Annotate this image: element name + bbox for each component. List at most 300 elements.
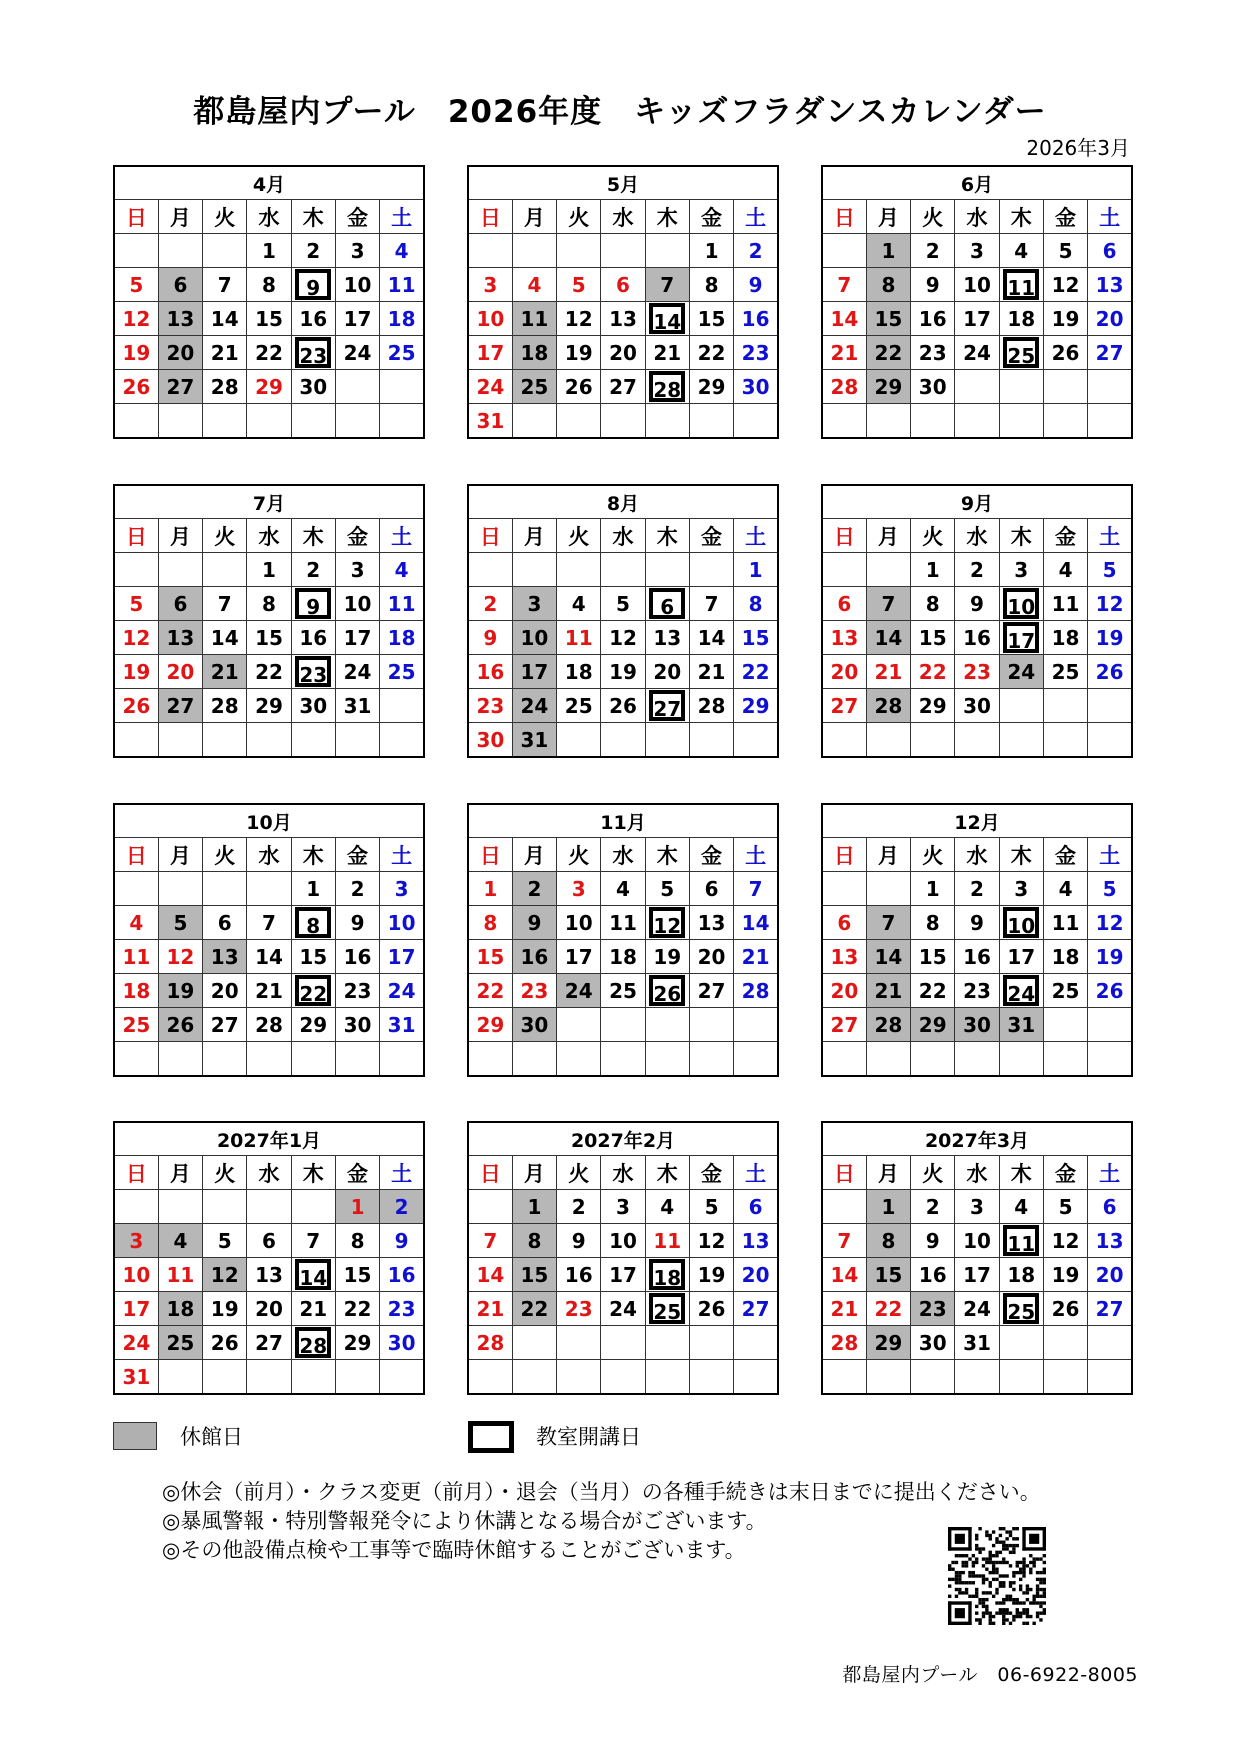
day-cell: 8 — [247, 268, 291, 302]
empty-cell — [557, 404, 601, 439]
empty-cell — [512, 404, 556, 439]
day-cell: 8 — [911, 587, 955, 621]
empty-cell — [822, 404, 866, 439]
empty-cell — [557, 1326, 601, 1360]
empty-cell — [645, 1042, 689, 1077]
empty-cell — [380, 370, 424, 404]
day-cell: 10 — [335, 587, 379, 621]
weekday-header: 水 — [601, 519, 645, 553]
week-row — [468, 1190, 778, 1224]
day-cell-closed: 12 — [203, 1258, 247, 1292]
weekday-header: 水 — [955, 519, 999, 553]
day-cell: 28 — [734, 974, 778, 1008]
day-cell: 18 — [557, 655, 601, 689]
day-cell: 29 — [247, 689, 291, 723]
day-cell: 26 — [1043, 1292, 1087, 1326]
empty-cell — [822, 1190, 866, 1224]
empty-cell — [1088, 1042, 1132, 1077]
day-cell: 16 — [911, 1258, 955, 1292]
week-row — [114, 1360, 424, 1395]
empty-cell — [380, 689, 424, 723]
empty-cell — [866, 872, 910, 906]
day-cell: 22 — [734, 655, 778, 689]
empty-cell — [1088, 1326, 1132, 1360]
weekday-header: 金 — [689, 519, 733, 553]
day-cell: 26 — [1088, 974, 1132, 1008]
empty-cell — [1043, 723, 1087, 758]
empty-cell — [557, 1008, 601, 1042]
day-cell: 9 — [380, 1224, 424, 1258]
month-calendar — [821, 1121, 1133, 1395]
weekday-header: 金 — [335, 838, 379, 872]
empty-cell — [158, 404, 202, 439]
day-cell: 28 — [822, 1326, 866, 1360]
weekday-header: 土 — [380, 1156, 424, 1190]
day-cell: 12 — [1043, 1224, 1087, 1258]
weekday-header: 日 — [822, 838, 866, 872]
week-row — [822, 234, 1132, 268]
day-cell-closed: 3 — [512, 587, 556, 621]
empty-cell — [291, 1360, 335, 1395]
week-row — [822, 370, 1132, 404]
week-row — [468, 974, 778, 1008]
day-cell: 23 — [955, 655, 999, 689]
week-row — [822, 302, 1132, 336]
day-cell: 6 — [822, 906, 866, 940]
weekday-header: 水 — [601, 1156, 645, 1190]
empty-cell — [689, 553, 733, 587]
empty-cell — [734, 1326, 778, 1360]
week-row — [468, 1224, 778, 1258]
empty-cell — [512, 553, 556, 587]
day-cell: 7 — [203, 268, 247, 302]
week-row — [114, 621, 424, 655]
day-cell-closed: 25 — [158, 1326, 202, 1360]
day-cell: 5 — [645, 872, 689, 906]
day-cell: 10 — [601, 1224, 645, 1258]
empty-cell — [1088, 404, 1132, 439]
day-cell: 31 — [380, 1008, 424, 1042]
month-title: 2027年3月 — [822, 1122, 1132, 1156]
day-cell: 20 — [822, 655, 866, 689]
week-row — [114, 1292, 424, 1326]
day-cell: 6 — [734, 1190, 778, 1224]
day-cell: 14 — [822, 302, 866, 336]
day-cell-closed: 29 — [911, 1008, 955, 1042]
day-cell: 28 — [203, 370, 247, 404]
day-cell-closed: 1 — [512, 1190, 556, 1224]
day-cell: 11 — [114, 940, 158, 974]
day-cell: 3 — [557, 872, 601, 906]
day-cell: 11 — [1043, 906, 1087, 940]
week-row — [468, 1258, 778, 1292]
day-cell: 3 — [955, 234, 999, 268]
week-row — [822, 268, 1132, 302]
day-cell: 4 — [1043, 553, 1087, 587]
weekday-header: 木 — [291, 519, 335, 553]
day-cell-closed: 13 — [203, 940, 247, 974]
empty-cell — [1088, 1008, 1132, 1042]
day-cell: 11 — [380, 587, 424, 621]
month-calendar — [821, 165, 1133, 439]
week-row — [114, 974, 424, 1008]
weekday-header: 金 — [689, 838, 733, 872]
day-cell: 11 — [601, 906, 645, 940]
empty-cell — [468, 553, 512, 587]
empty-cell — [999, 689, 1043, 723]
day-cell-closed: 3 — [114, 1224, 158, 1258]
day-cell: 22 — [335, 1292, 379, 1326]
week-row — [468, 553, 778, 587]
weekday-header: 日 — [114, 200, 158, 234]
day-cell-closed: 7 — [866, 906, 910, 940]
day-cell: 10 — [955, 1224, 999, 1258]
day-cell-closed: 26 — [158, 1008, 202, 1042]
day-cell: 21 — [822, 1292, 866, 1326]
weekday-header: 火 — [557, 519, 601, 553]
day-cell-class: 28 — [291, 1326, 335, 1360]
empty-cell — [512, 1326, 556, 1360]
day-cell-closed: 24 — [999, 655, 1043, 689]
day-cell: 19 — [689, 1258, 733, 1292]
day-cell: 12 — [158, 940, 202, 974]
day-cell: 24 — [468, 370, 512, 404]
weekday-header: 火 — [557, 838, 601, 872]
day-cell: 2 — [911, 234, 955, 268]
empty-cell — [1043, 1326, 1087, 1360]
day-cell-closed: 7 — [645, 268, 689, 302]
empty-cell — [335, 404, 379, 439]
day-cell: 5 — [1043, 234, 1087, 268]
empty-cell — [601, 1042, 645, 1077]
week-row — [114, 1224, 424, 1258]
day-cell: 25 — [1043, 974, 1087, 1008]
day-cell: 14 — [247, 940, 291, 974]
empty-cell — [601, 234, 645, 268]
day-cell: 16 — [955, 621, 999, 655]
weekday-header: 火 — [203, 1156, 247, 1190]
day-cell: 21 — [203, 336, 247, 370]
empty-cell — [557, 553, 601, 587]
empty-cell — [822, 553, 866, 587]
day-cell-closed: 10 — [512, 621, 556, 655]
day-cell: 1 — [247, 234, 291, 268]
day-cell: 11 — [645, 1224, 689, 1258]
empty-cell — [247, 404, 291, 439]
day-cell: 1 — [468, 872, 512, 906]
note-line: ◎休会（前月）・クラス変更（前月）・退会（当月）の各種手続きは末日までに提出ください。 — [162, 1480, 1041, 1504]
weekday-header: 水 — [247, 1156, 291, 1190]
day-cell: 30 — [911, 1326, 955, 1360]
week-row — [114, 336, 424, 370]
day-cell: 13 — [1088, 1224, 1132, 1258]
day-cell-closed: 8 — [866, 268, 910, 302]
week-row — [468, 302, 778, 336]
day-cell-closed: 21 — [866, 974, 910, 1008]
day-cell-closed: 31 — [999, 1008, 1043, 1042]
day-cell: 25 — [114, 1008, 158, 1042]
empty-cell — [114, 234, 158, 268]
day-cell: 20 — [601, 336, 645, 370]
weekday-header: 火 — [203, 519, 247, 553]
day-cell-closed: 29 — [866, 1326, 910, 1360]
week-row — [822, 1042, 1132, 1077]
empty-cell — [247, 1190, 291, 1224]
week-row — [822, 1224, 1132, 1258]
day-cell-closed: 6 — [158, 268, 202, 302]
day-cell: 18 — [380, 302, 424, 336]
day-cell: 10 — [114, 1258, 158, 1292]
empty-cell — [999, 1042, 1043, 1077]
day-cell-class: 24 — [999, 974, 1043, 1008]
day-cell: 21 — [822, 336, 866, 370]
empty-cell — [601, 404, 645, 439]
empty-cell — [645, 1360, 689, 1395]
weekday-header: 木 — [645, 519, 689, 553]
empty-cell — [203, 1360, 247, 1395]
day-cell: 30 — [468, 723, 512, 758]
empty-cell — [645, 234, 689, 268]
weekday-header: 月 — [158, 1156, 202, 1190]
day-cell: 12 — [601, 621, 645, 655]
empty-cell — [1043, 689, 1087, 723]
weekday-header: 月 — [512, 200, 556, 234]
day-cell: 6 — [247, 1224, 291, 1258]
day-cell-closed: 23 — [911, 1292, 955, 1326]
day-cell: 10 — [335, 268, 379, 302]
day-cell: 28 — [247, 1008, 291, 1042]
day-cell: 21 — [645, 336, 689, 370]
day-cell: 29 — [335, 1326, 379, 1360]
day-cell: 17 — [468, 336, 512, 370]
weekday-header: 木 — [291, 838, 335, 872]
day-cell: 8 — [335, 1224, 379, 1258]
day-cell: 19 — [203, 1292, 247, 1326]
weekday-header: 水 — [247, 200, 291, 234]
day-cell: 15 — [247, 302, 291, 336]
day-cell: 9 — [734, 268, 778, 302]
day-cell-class: 9 — [291, 587, 335, 621]
day-cell: 23 — [734, 336, 778, 370]
weekday-header: 月 — [866, 1156, 910, 1190]
day-cell: 1 — [911, 872, 955, 906]
day-cell: 16 — [911, 302, 955, 336]
day-cell: 17 — [601, 1258, 645, 1292]
day-cell-class: 23 — [291, 655, 335, 689]
closed-day-label: 休館日 — [180, 1425, 243, 1449]
day-cell: 2 — [291, 553, 335, 587]
day-cell: 15 — [734, 621, 778, 655]
day-cell: 23 — [557, 1292, 601, 1326]
day-cell: 5 — [601, 587, 645, 621]
day-cell: 18 — [380, 621, 424, 655]
day-cell: 7 — [734, 872, 778, 906]
day-cell: 5 — [203, 1224, 247, 1258]
day-cell: 19 — [1088, 621, 1132, 655]
weekday-header: 火 — [911, 838, 955, 872]
day-cell: 27 — [1088, 1292, 1132, 1326]
empty-cell — [689, 1326, 733, 1360]
day-cell: 24 — [114, 1326, 158, 1360]
day-cell: 28 — [689, 689, 733, 723]
week-row — [114, 1008, 424, 1042]
empty-cell — [601, 1008, 645, 1042]
empty-cell — [911, 1360, 955, 1395]
day-cell: 18 — [114, 974, 158, 1008]
empty-cell — [203, 234, 247, 268]
day-cell-class: 18 — [645, 1258, 689, 1292]
empty-cell — [1088, 689, 1132, 723]
week-row — [468, 1326, 778, 1360]
day-cell: 4 — [512, 268, 556, 302]
day-cell: 19 — [1088, 940, 1132, 974]
day-cell-closed: 1 — [866, 234, 910, 268]
day-cell: 22 — [911, 974, 955, 1008]
day-cell: 11 — [557, 621, 601, 655]
closed-day-swatch — [113, 1422, 157, 1450]
day-cell: 20 — [247, 1292, 291, 1326]
weekday-header: 火 — [557, 200, 601, 234]
week-row — [822, 621, 1132, 655]
empty-cell — [468, 1042, 512, 1077]
day-cell: 13 — [822, 940, 866, 974]
month-calendar — [113, 484, 425, 758]
day-cell-closed: 18 — [158, 1292, 202, 1326]
weekday-header: 月 — [866, 519, 910, 553]
month-title: 2027年1月 — [114, 1122, 424, 1156]
day-cell: 30 — [734, 370, 778, 404]
empty-cell — [335, 370, 379, 404]
empty-cell — [999, 404, 1043, 439]
day-cell: 20 — [158, 655, 202, 689]
day-cell: 23 — [380, 1292, 424, 1326]
day-cell: 3 — [601, 1190, 645, 1224]
day-cell: 17 — [380, 940, 424, 974]
day-cell: 31 — [955, 1326, 999, 1360]
empty-cell — [689, 404, 733, 439]
week-row — [114, 1326, 424, 1360]
day-cell: 5 — [689, 1190, 733, 1224]
day-cell: 9 — [557, 1224, 601, 1258]
empty-cell — [380, 723, 424, 758]
empty-cell — [645, 1008, 689, 1042]
day-cell-closed: 8 — [512, 1224, 556, 1258]
empty-cell — [335, 723, 379, 758]
day-cell: 2 — [557, 1190, 601, 1224]
day-cell-closed: 13 — [158, 302, 202, 336]
day-cell: 30 — [335, 1008, 379, 1042]
empty-cell — [689, 1360, 733, 1395]
empty-cell — [955, 1042, 999, 1077]
week-row — [114, 268, 424, 302]
day-cell: 12 — [1088, 906, 1132, 940]
day-cell: 17 — [335, 302, 379, 336]
empty-cell — [158, 1360, 202, 1395]
weekday-header: 月 — [158, 200, 202, 234]
weekday-header: 金 — [1043, 200, 1087, 234]
day-cell: 2 — [291, 234, 335, 268]
day-cell: 23 — [911, 336, 955, 370]
weekday-header: 土 — [734, 1156, 778, 1190]
week-row — [468, 1292, 778, 1326]
day-cell: 19 — [645, 940, 689, 974]
week-row — [468, 872, 778, 906]
empty-cell — [203, 1042, 247, 1077]
day-cell-class: 11 — [999, 1224, 1043, 1258]
day-cell: 13 — [734, 1224, 778, 1258]
day-cell: 16 — [734, 302, 778, 336]
legend — [0, 1417, 1240, 1457]
day-cell: 12 — [1088, 587, 1132, 621]
week-row — [822, 872, 1132, 906]
day-cell: 13 — [1088, 268, 1132, 302]
empty-cell — [734, 1360, 778, 1395]
day-cell: 3 — [955, 1190, 999, 1224]
empty-cell — [866, 1360, 910, 1395]
weekday-header: 金 — [1043, 1156, 1087, 1190]
weekday-header: 土 — [1088, 838, 1132, 872]
weekday-header: 日 — [822, 1156, 866, 1190]
empty-cell — [645, 404, 689, 439]
weekday-header: 土 — [734, 200, 778, 234]
day-cell-closed: 15 — [512, 1258, 556, 1292]
day-cell-closed: 5 — [158, 906, 202, 940]
day-cell: 23 — [955, 974, 999, 1008]
day-cell: 18 — [601, 940, 645, 974]
empty-cell — [468, 234, 512, 268]
day-cell-class: 25 — [999, 1292, 1043, 1326]
day-cell: 17 — [335, 621, 379, 655]
month-title: 11月 — [468, 804, 778, 838]
empty-cell — [335, 1360, 379, 1395]
empty-cell — [247, 1360, 291, 1395]
day-cell: 27 — [822, 689, 866, 723]
day-cell: 26 — [1043, 336, 1087, 370]
day-cell: 4 — [380, 553, 424, 587]
day-cell: 2 — [955, 872, 999, 906]
empty-cell — [291, 1190, 335, 1224]
weekday-header: 月 — [512, 519, 556, 553]
day-cell: 3 — [999, 553, 1043, 587]
day-cell: 18 — [1043, 940, 1087, 974]
empty-cell — [822, 1042, 866, 1077]
day-cell: 12 — [1043, 268, 1087, 302]
day-cell: 19 — [1043, 1258, 1087, 1292]
week-row — [822, 689, 1132, 723]
day-cell: 19 — [114, 336, 158, 370]
day-cell: 13 — [645, 621, 689, 655]
empty-cell — [557, 1360, 601, 1395]
weekday-header: 木 — [291, 200, 335, 234]
day-cell: 7 — [822, 268, 866, 302]
weekday-header: 月 — [158, 838, 202, 872]
day-cell: 20 — [1088, 302, 1132, 336]
day-cell: 10 — [468, 302, 512, 336]
day-cell: 24 — [955, 1292, 999, 1326]
day-cell: 31 — [468, 404, 512, 439]
day-cell: 6 — [689, 872, 733, 906]
empty-cell — [601, 1326, 645, 1360]
empty-cell — [1043, 404, 1087, 439]
day-cell: 20 — [1088, 1258, 1132, 1292]
day-cell: 26 — [114, 689, 158, 723]
weekday-header: 月 — [512, 838, 556, 872]
week-row — [822, 1258, 1132, 1292]
day-cell: 5 — [1088, 872, 1132, 906]
day-cell-class: 11 — [999, 268, 1043, 302]
day-cell: 6 — [203, 906, 247, 940]
empty-cell — [866, 553, 910, 587]
